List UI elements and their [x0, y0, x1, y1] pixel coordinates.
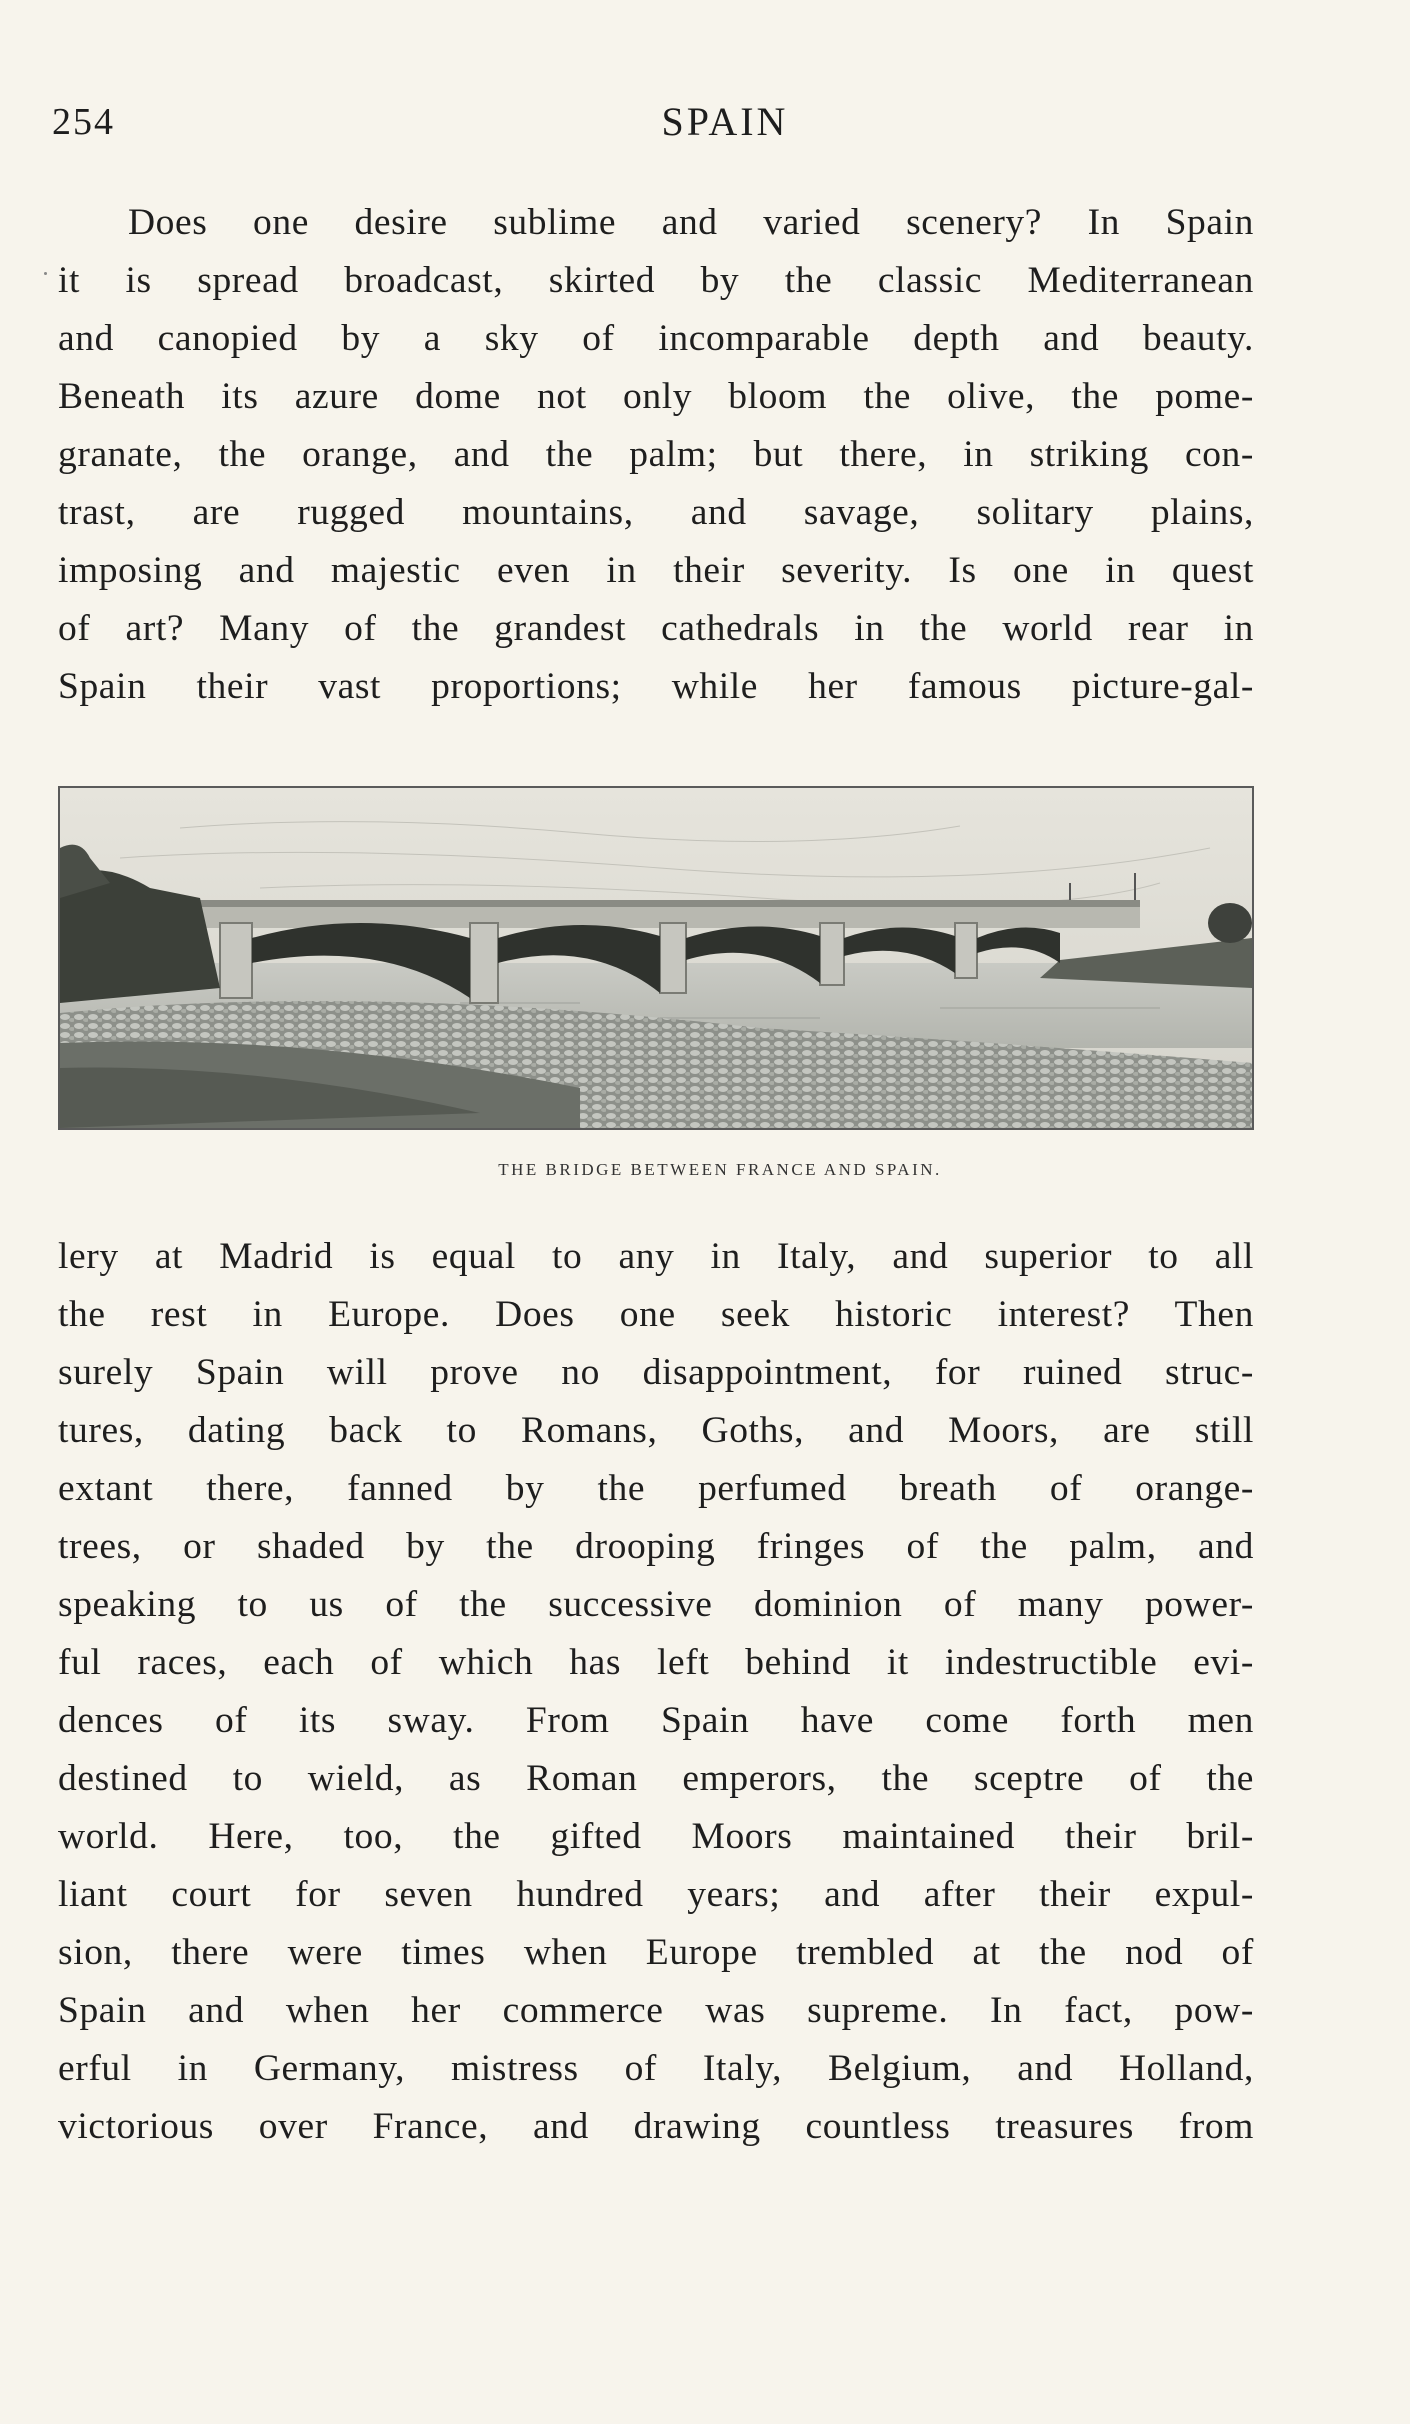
paragraph-before-figure	[58, 194, 1254, 716]
text-line: surely Spain will prove no disappointment, for ruined struc-	[58, 1352, 1254, 1393]
text-line: it is spread broadcast, skirted by the classic Mediterranean	[58, 260, 1254, 301]
text-line: sion, there were times when Europe trembled at the nod of	[58, 1932, 1254, 1973]
text-line: destined to wield, as Roman emperors, the sceptre of the	[58, 1758, 1254, 1799]
text-line: trast, are rugged mountains, and savage, solitary plains,	[58, 492, 1254, 533]
running-title: SPAIN	[661, 99, 789, 144]
figure-caption: THE BRIDGE BETWEEN FRANCE AND SPAIN.	[498, 1160, 942, 1179]
text-line: ful races, each of which has left behind it indestructible evi-	[58, 1642, 1254, 1683]
text-line: liant court for seven hundred years; and after their expul-	[58, 1874, 1254, 1915]
text-line: dences of its sway. From Spain have come forth men	[58, 1700, 1254, 1741]
text-line: the rest in Europe. Does one seek historic interest? Then	[58, 1294, 1254, 1335]
text-line: lery at Madrid is equal to any in Italy, and superior to all	[58, 1236, 1254, 1277]
text-line: erful in Germany, mistress of Italy, Belgium, and Holland,	[58, 2048, 1254, 2089]
text-line: Spain their vast proportions; while her famous picture-gal-	[58, 666, 1254, 707]
text-line: of art? Many of the grandest cathedrals in the world rear in	[58, 608, 1254, 649]
text-line: Beneath its azure dome not only bloom the olive, the pome-	[58, 376, 1254, 417]
text-line: victorious over France, and drawing countless treasures from	[58, 2106, 1254, 2147]
margin-mark	[44, 272, 47, 275]
text-line: trees, or shaded by the drooping fringes of the palm, and	[58, 1526, 1254, 1567]
text-line: granate, the orange, and the palm; but there, in striking con-	[58, 434, 1254, 475]
page-number: 254	[52, 101, 115, 143]
text-line: world. Here, too, the gifted Moors maintained their bril-	[58, 1816, 1254, 1857]
bridge-engraving	[60, 788, 1252, 1128]
text-line: Spain and when her commerce was supreme. In fact, pow-	[58, 1990, 1254, 2031]
text-line: extant there, fanned by the perfumed breath of orange-	[58, 1468, 1254, 1509]
text-line: Does one desire sublime and varied scenery? In Spain	[128, 202, 1254, 243]
bridge-illustration	[58, 786, 1254, 1130]
text-line: imposing and majestic even in their severity. Is one in quest	[58, 550, 1254, 591]
text-line: tures, dating back to Romans, Goths, and Moors, are still	[58, 1410, 1254, 1451]
text-line: and canopied by a sky of incomparable depth and beauty.	[58, 318, 1254, 359]
paragraph-after-figure	[58, 1228, 1254, 2156]
text-line: speaking to us of the successive dominion of many power-	[58, 1584, 1254, 1625]
